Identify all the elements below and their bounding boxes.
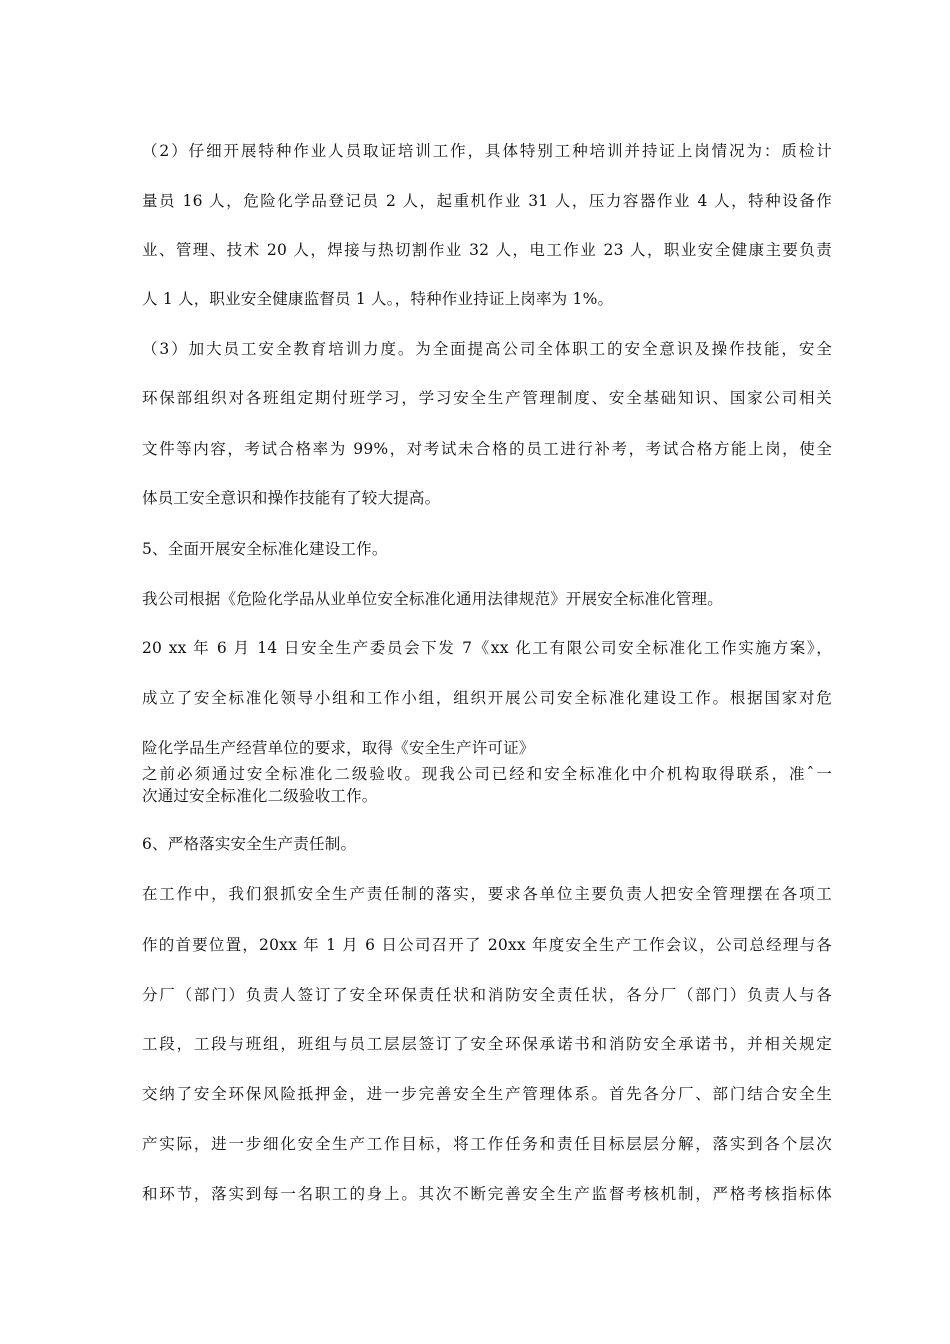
text-line: 我公司根据《危险化学品从业单位安全标准化通用法律规范》开展安全标准化管理。	[142, 590, 723, 608]
text-line: （2）仔细开展特种作业人员取证培训工作，具体特别工种培训并持证上岗情况为：质检计	[142, 142, 832, 160]
section-heading: 5、全面开展安全标准化建设工作。	[142, 540, 388, 558]
text-line: 产实际，进一步细化安全生产工作目标，将工作任务和责任目标层层分解，落实到各个层次	[142, 1135, 832, 1153]
text-line: 次通过安全标准化二级验收工作。	[142, 787, 378, 805]
text-line: 在工作中，我们狠抓安全生产责任制的落实，要求各单位主要负责人把安全管理摆在各项工	[142, 885, 832, 903]
text-line: 文件等内容，考试合格率为 99%，对考试未合格的员工进行补考，考试合格方能上岗，使全	[142, 440, 832, 458]
text-line: 人 1 人，职业安全健康监督员 1 人。，特种作业持证上岗率为 1%。	[142, 290, 614, 308]
text-line: 交纳了安全环保风险抵押金，进一步完善安全生产管理体系。首先各分厂、部门结合安全生	[142, 1085, 832, 1103]
text-line: （3）加大员工安全教育培训力度。为全面提高公司全体职工的安全意识及操作技能，安全	[142, 340, 832, 358]
text-line: 险化学品生产经营单位的要求，取得《安全生产许可证》	[142, 739, 535, 757]
text-line: 成立了安全标准化领导小组和工作小组，组织开展公司安全标准化建设工作。根据国家对危	[142, 689, 832, 707]
text-line: 分厂（部门）负责人签订了安全环保责任状和消防安全责任状，各分厂（部门）负责人与各	[142, 986, 832, 1004]
text-line: 作的首要位置，20xx 年 1 月 6 日公司召开了 20xx 年度安全生产工作会议，公司总经理与各	[142, 936, 832, 954]
text-line: 和环节，落实到每一名职工的身上。其次不断完善安全生产监督考核机制，严格考核指标体	[142, 1185, 832, 1203]
text-line: 环保部组织对各班组定期付班学习，学习安全生产管理制度、安全基础知识、国家公司相关	[142, 389, 832, 407]
text-line: 工段，工段与班组，班组与员工层层签订了安全环保承诺书和消防安全承诺书，并相关规定	[142, 1035, 832, 1053]
text-line: 业、管理、技术 20 人，焊接与热切割作业 32 人，电工作业 23 人，职业安全健康主要负责	[142, 241, 832, 259]
text-line: 体员工安全意识和操作技能有了较大提高。	[142, 489, 441, 507]
section-heading: 6、严格落实安全生产责任制。	[142, 835, 357, 853]
text-line: 量员 16 人，危险化学品登记员 2 人，起重机作业 31 人，压力容器作业 4 人，特种设备作	[142, 192, 832, 210]
text-line: 之前必须通过安全标准化二级验收。现我公司已经和安全标准化中介机构取得联系，准ˆ一	[142, 765, 832, 783]
text-line: 20 xx 年 6 月 14 日安全生产委员会下发 7《xx 化工有限公司安全标准化工作实施方案》，	[142, 639, 832, 657]
